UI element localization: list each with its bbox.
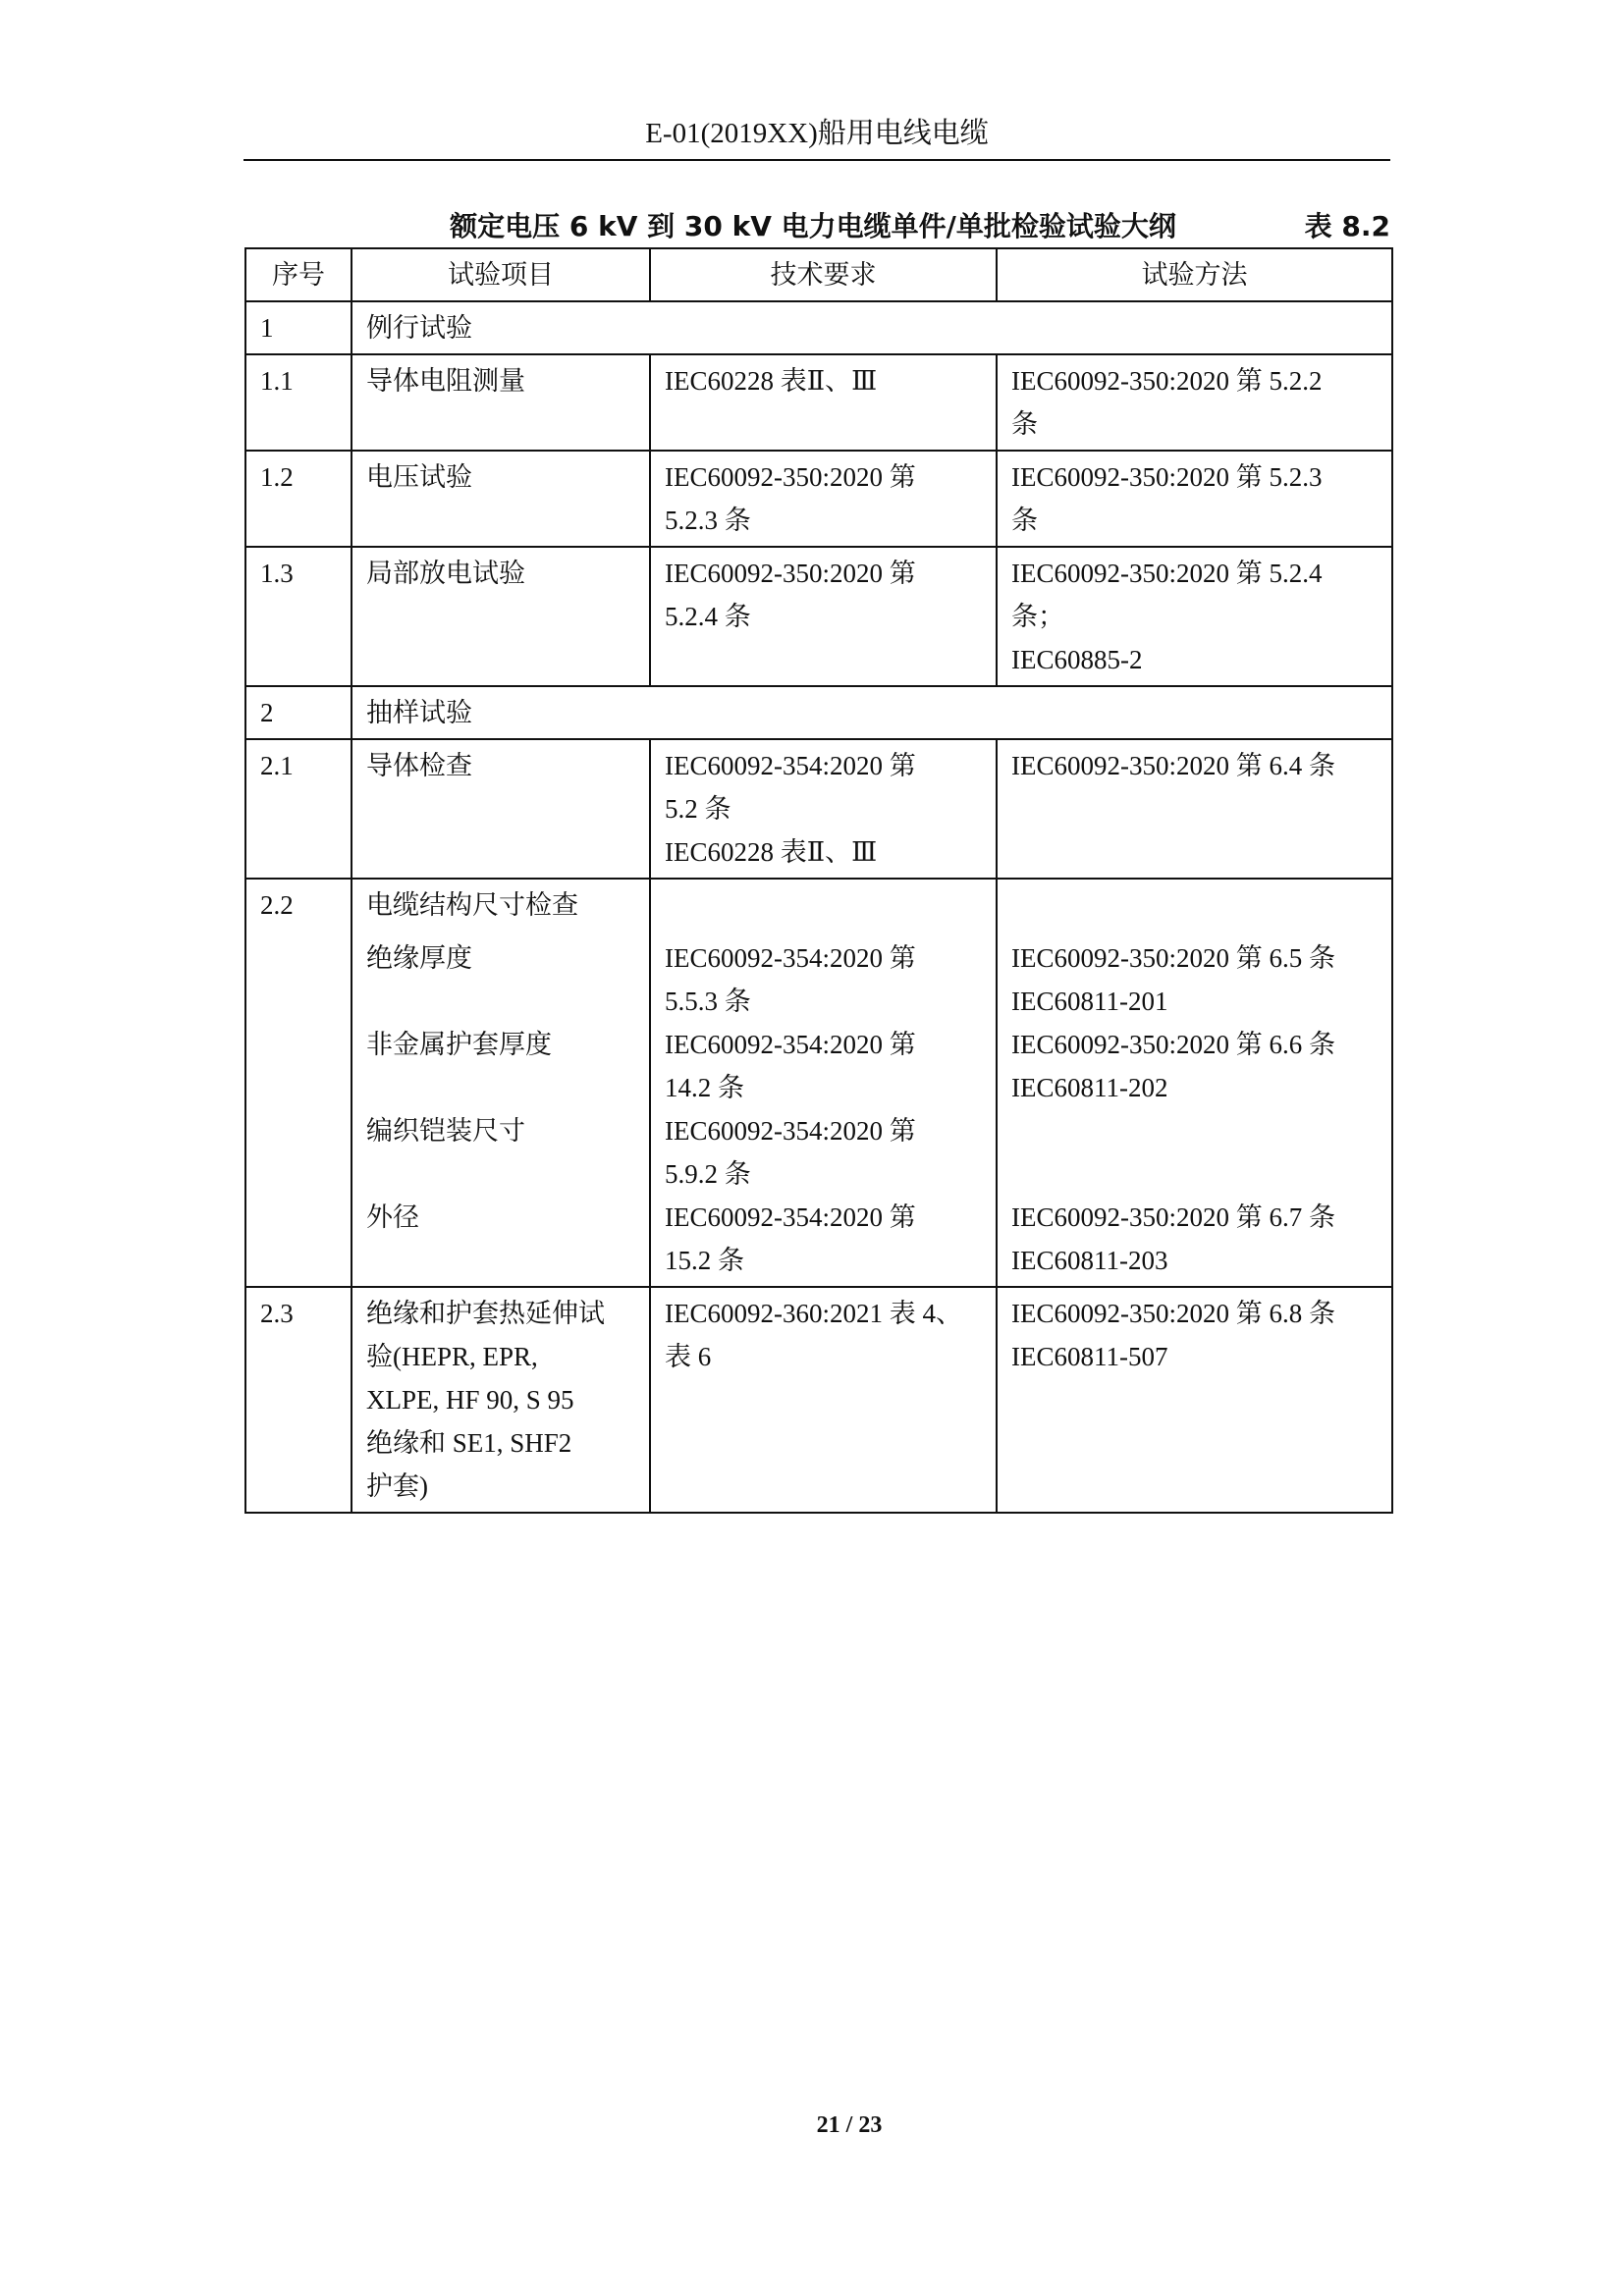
test-method: IEC60092-350:2020 第 6.8 条 IEC60811-507 (997, 1287, 1392, 1513)
test-item: 导体电阻测量 (352, 354, 650, 451)
test-method: IEC60092-350:2020 第 6.5 条 IEC60811-201 IEC60092-350:2020 第 6.6 条 IEC60811-202 IEC60092-350:2020 第 6.7 条 IEC60811-203 (997, 879, 1392, 1287)
table-row (245, 354, 1392, 451)
table-row (245, 739, 1392, 879)
test-method: IEC60092-350:2020 第 5.2.3 条 (997, 451, 1392, 547)
tech-requirement: IEC60092-360:2021 表 4、 表 6 (650, 1287, 997, 1513)
column-header-method: 试验方法 (997, 248, 1392, 301)
tech-requirement: IEC60092-350:2020 第 5.2.4 条 (650, 547, 997, 686)
table-caption (244, 203, 1390, 242)
row-number: 1.2 (245, 451, 352, 547)
row-number: 2.1 (245, 739, 352, 879)
tech-requirement: IEC60092-354:2020 第 5.2 条 IEC60228 表Ⅱ、Ⅲ (650, 739, 997, 879)
column-header-requirement: 技术要求 (650, 248, 997, 301)
column-header-no: 序号 (245, 248, 352, 301)
table-row (245, 547, 1392, 686)
tech-requirement: IEC60228 表Ⅱ、Ⅲ (650, 354, 997, 451)
section-number: 2 (245, 686, 352, 739)
test-method: IEC60092-350:2020 第 5.2.2 条 (997, 354, 1392, 451)
row-number: 2.2 (245, 879, 352, 1287)
column-header-item: 试验项目 (352, 248, 650, 301)
table-title: 额定电压 6 kV 到 30 kV 电力电缆单件/单批检验试验大纲 (450, 210, 1176, 242)
document-header: E-01(2019XX)船用电线电缆 (645, 118, 989, 149)
row-number: 1.1 (245, 354, 352, 451)
tech-requirement: IEC60092-354:2020 第 5.5.3 条 IEC60092-354:2020 第 14.2 条 IEC60092-354:2020 第 5.9.2 条 IEC60092-354:2020 第 15.2 条 (650, 879, 997, 1287)
test-item: 导体检查 (352, 739, 650, 879)
section-number: 1 (245, 301, 352, 354)
tech-requirement: IEC60092-350:2020 第 5.2.3 条 (650, 451, 997, 547)
table-header-row (245, 248, 1392, 301)
section-title: 抽样试验 (352, 686, 1392, 739)
table-row (245, 1287, 1392, 1513)
test-item: 电缆结构尺寸检查 绝缘厚度 非金属护套厚度 编织铠装尺寸 外径 (352, 879, 650, 1287)
row-number: 2.3 (245, 1287, 352, 1513)
section-row-routine (245, 301, 1392, 354)
table-number: 表 8.2 (1304, 210, 1390, 242)
test-item: 电压试验 (352, 451, 650, 547)
section-title: 例行试验 (352, 301, 1392, 354)
inspection-table (244, 247, 1393, 1514)
test-method: IEC60092-350:2020 第 5.2.4 条； IEC60885-2 (997, 547, 1392, 686)
test-item: 局部放电试验 (352, 547, 650, 686)
section-row-sampling (245, 686, 1392, 739)
test-method: IEC60092-350:2020 第 6.4 条 (997, 739, 1392, 879)
table-row (245, 451, 1392, 547)
table-row (245, 879, 1392, 1287)
row-number: 1.3 (245, 547, 352, 686)
page-number: 21 / 23 (816, 2112, 883, 2138)
header-divider (244, 159, 1390, 161)
test-item: 绝缘和护套热延伸试 验(HEPR, EPR, XLPE, HF 90, S 95 绝缘和 SE1, SHF2 护套) (352, 1287, 650, 1513)
